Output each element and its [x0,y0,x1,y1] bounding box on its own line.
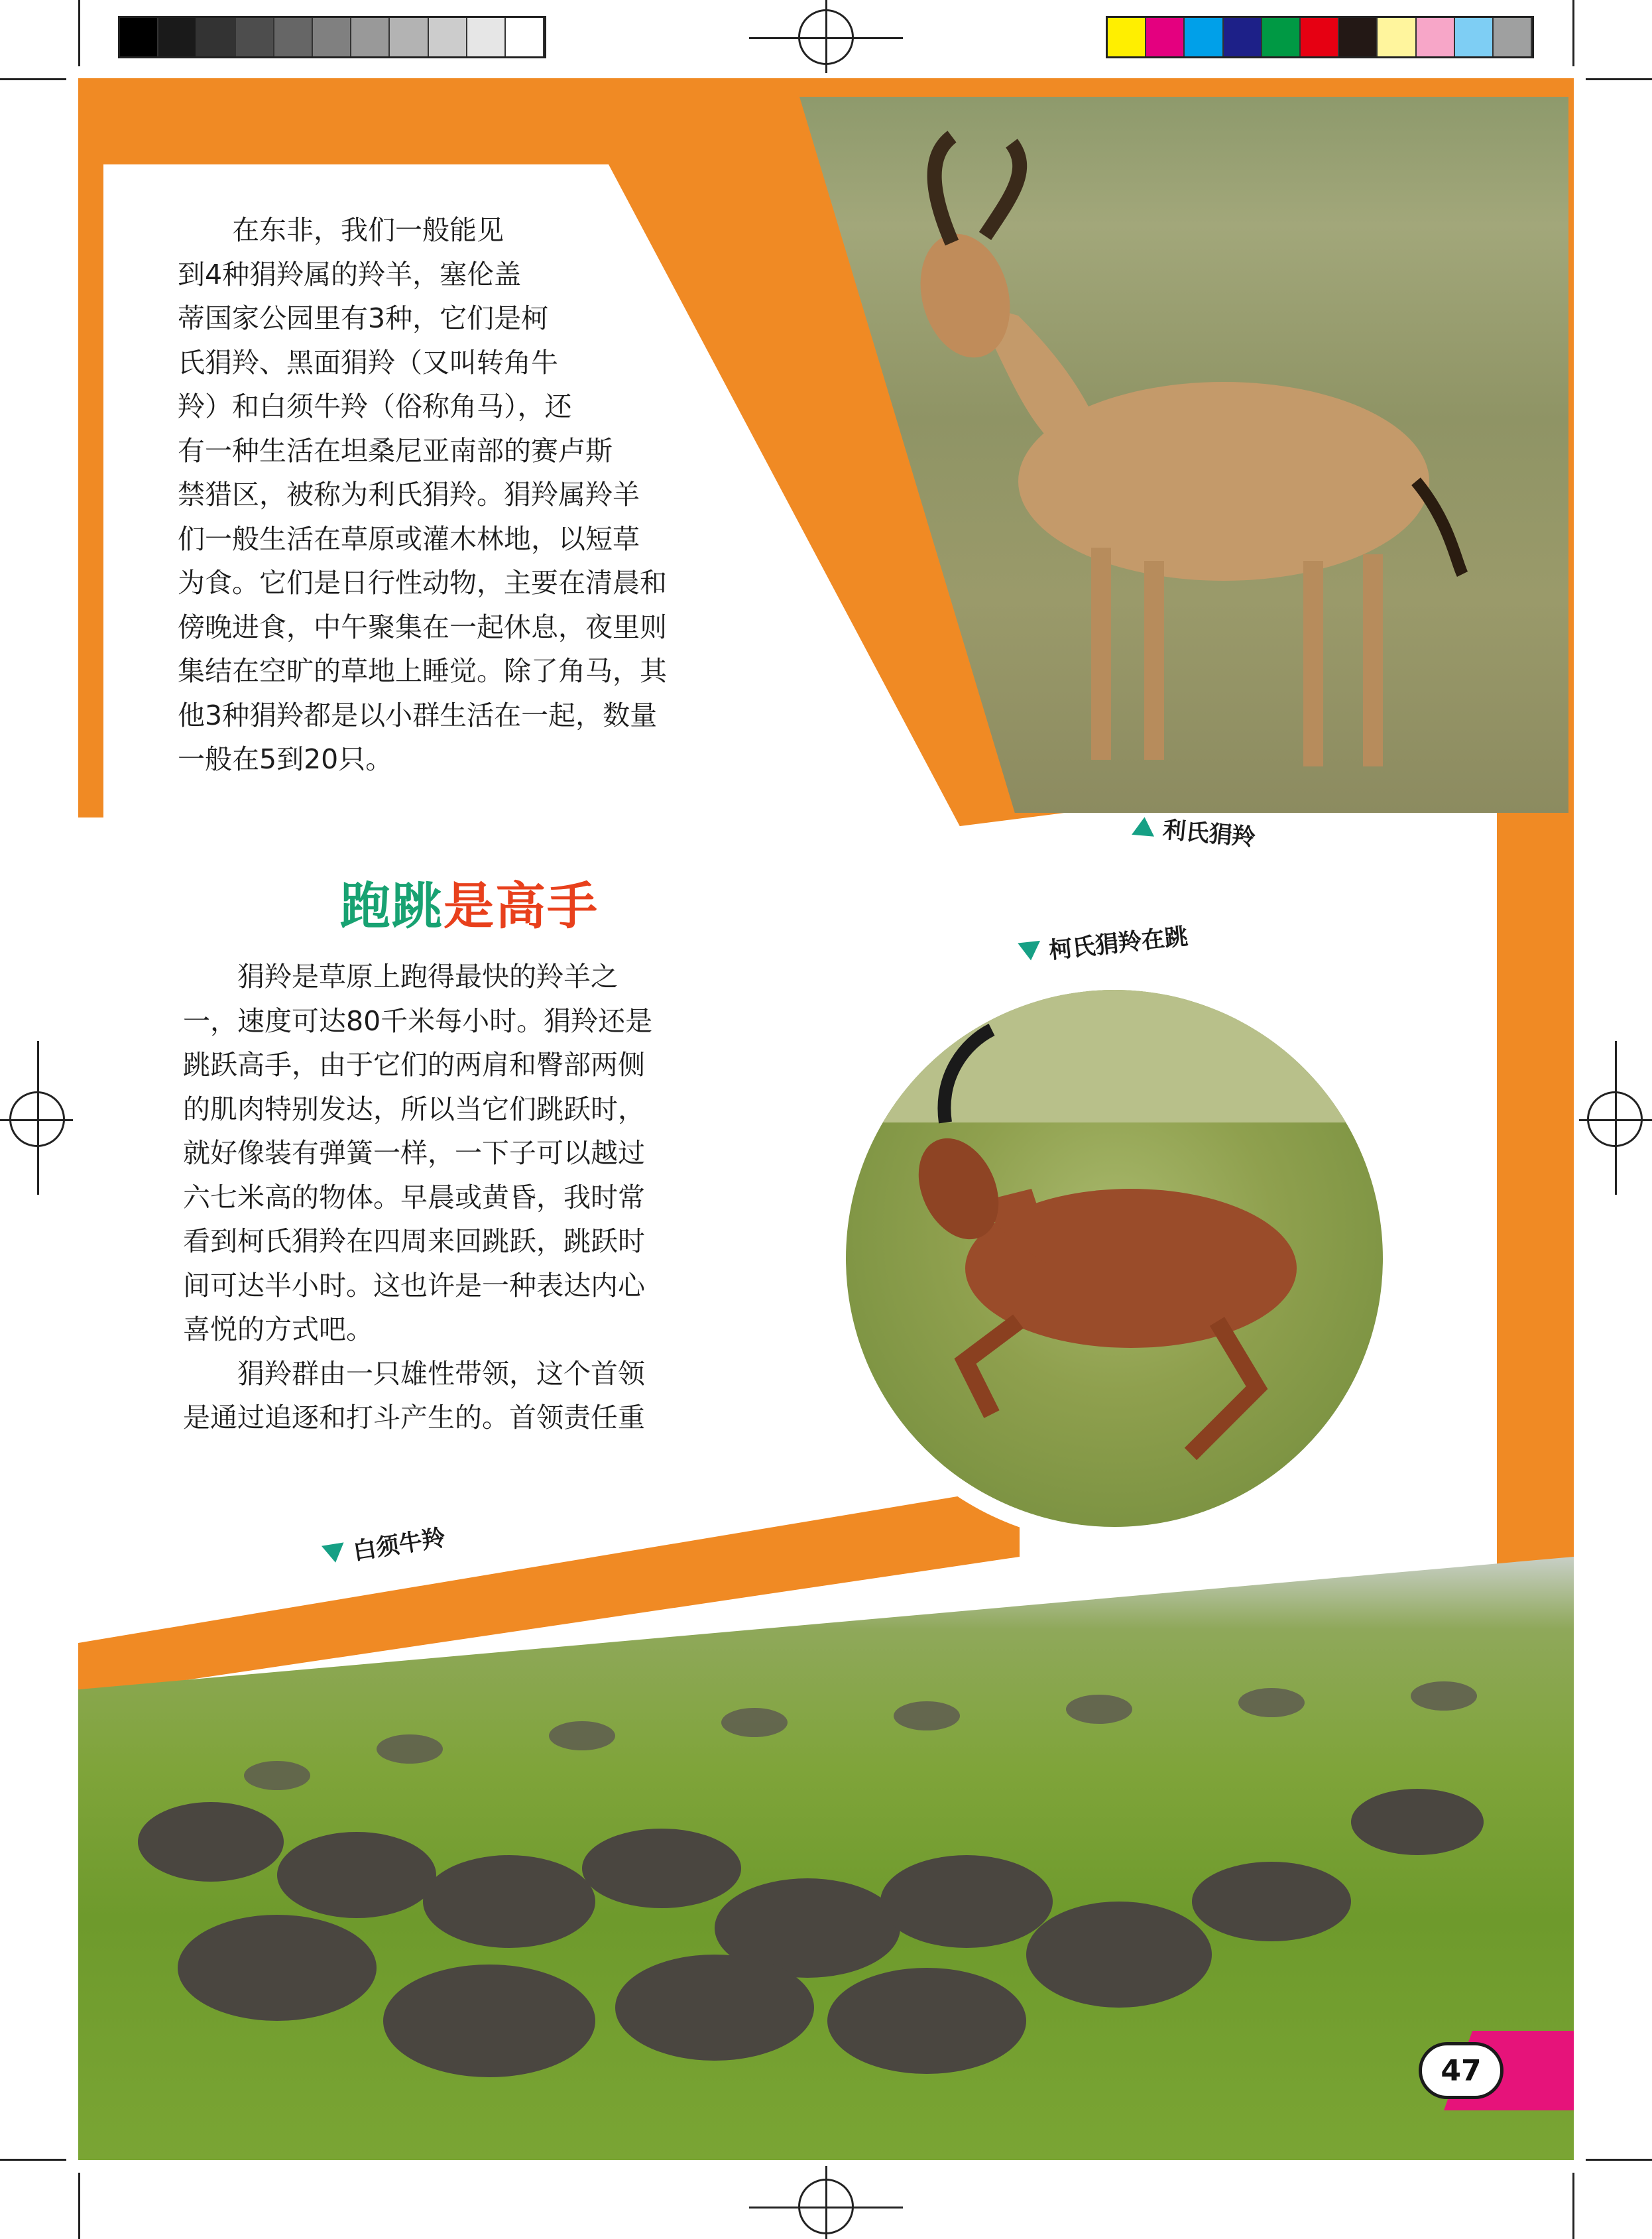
crop-mark [1572,0,1574,66]
text-line: 间可达半小时。这也许是一种表达内心 [183,1269,645,1301]
text-line: 集结在空旷的草地上睡觉。除了角马，其 [178,655,667,687]
text-line: 喜悦的方式吧。 [183,1313,373,1345]
triangle-down-icon [322,1542,347,1564]
text-line: 狷羚是草原上跑得最快的羚羊之 [237,961,618,993]
caption-text: 利氏狷羚 [1161,816,1257,852]
color-swatch [1262,18,1301,56]
grayscale-calibration-strip [118,16,546,58]
color-swatch [1417,18,1455,56]
color-swatch [1108,18,1146,56]
text-line: 氏狷羚、黑面狷羚（又叫转角牛 [178,346,558,379]
gray-swatch [467,18,506,56]
text-line: 们一般生活在草原或灌木林地，以短草 [178,522,640,555]
text-line: 一般在5到20只。 [178,743,393,775]
running-photo-frame [829,973,1399,1543]
gray-swatch [390,18,428,56]
color-swatch [1339,18,1378,56]
crop-mark [0,2159,66,2161]
text-line: 是通过追逐和打斗产生的。首领责任重 [183,1402,645,1433]
crop-mark [1572,2173,1574,2239]
registration-crosshair [825,0,827,73]
caption-text: 柯氏狷羚在跳 [1047,923,1189,965]
triangle-up-icon [1132,816,1155,837]
text-line: 他3种狷羚都是以小群生活在一起，数量 [178,699,658,731]
text-line: 禁猎区，被称为利氏狷羚。狷羚属羚羊 [178,479,640,511]
section-heading [340,866,599,938]
color-swatch [1301,18,1339,56]
text-line: 在东非，我们一般能见 [232,214,504,246]
crop-mark [78,0,80,66]
gray-swatch [313,18,351,56]
text-line: 六七米高的物体。早晨或黄昏，我时常 [183,1181,645,1213]
gray-swatch [236,18,274,56]
gray-swatch [351,18,390,56]
color-swatch [1224,18,1262,56]
gray-swatch [274,18,313,56]
page-number: 47 [1441,2053,1482,2088]
crop-mark [0,78,66,80]
color-swatch [1455,18,1494,56]
page-number-badge [1419,2042,1504,2099]
heading-red-part: 是高手 [443,877,599,936]
gray-swatch [120,18,158,56]
magazine-page [78,78,1574,2160]
registration-crosshair [825,2166,827,2239]
gray-swatch [506,18,544,56]
crop-mark [78,2173,80,2239]
registration-crosshair [37,1041,39,1195]
text-line: 有一种生活在坦桑尼亚南部的赛卢斯 [178,434,613,467]
caption-text: 白须牛羚 [351,1524,447,1566]
text-line: 羚）和白须牛羚（俗称角马），还 [178,391,572,422]
crop-mark [1586,2159,1652,2161]
text-line: 到4种狷羚属的羚羊，塞伦盖 [178,258,522,290]
text-line: 就好像装有弹簧一样，一下子可以越过 [183,1137,645,1169]
registration-crosshair [0,1119,73,1121]
gray-swatch [429,18,467,56]
color-calibration-strip [1106,16,1534,58]
text-line: 狷羚群由一只雄性带领，这个首领 [237,1357,645,1390]
color-swatch [1146,18,1185,56]
triangle-down-icon [1018,941,1042,961]
intro-paragraph [178,208,867,782]
jumping-paragraph [183,955,859,1440]
color-swatch [1185,18,1223,56]
gray-swatch [158,18,197,56]
text-line: 跳跃高手，由于它们的两肩和臀部两侧 [183,1049,645,1081]
text-line: 的肌肉特别发达，所以当它们跳跃时， [183,1093,645,1125]
running-hartebeest-illustration [846,990,1383,1527]
text-line: 蒂国家公园里有3种，它们是柯 [178,302,549,334]
crop-mark [1586,78,1652,80]
text-line: 一，速度可达80千米每小时。狷羚还是 [183,1004,653,1037]
color-swatch [1378,18,1416,56]
text-line: 为食。它们是日行性动物，主要在清晨和 [178,567,667,599]
running-hartebeest-photo [846,990,1383,1527]
gray-swatch [197,18,235,56]
text-line: 看到柯氏狷羚在四周来回跳跃，跳跃时 [183,1225,645,1257]
text-line: 傍晚进食，中午聚集在一起休息，夜里则 [178,611,667,643]
color-swatch [1494,18,1532,56]
heading-green-part: 跑跳 [340,877,443,936]
registration-crosshair [1615,1041,1617,1195]
